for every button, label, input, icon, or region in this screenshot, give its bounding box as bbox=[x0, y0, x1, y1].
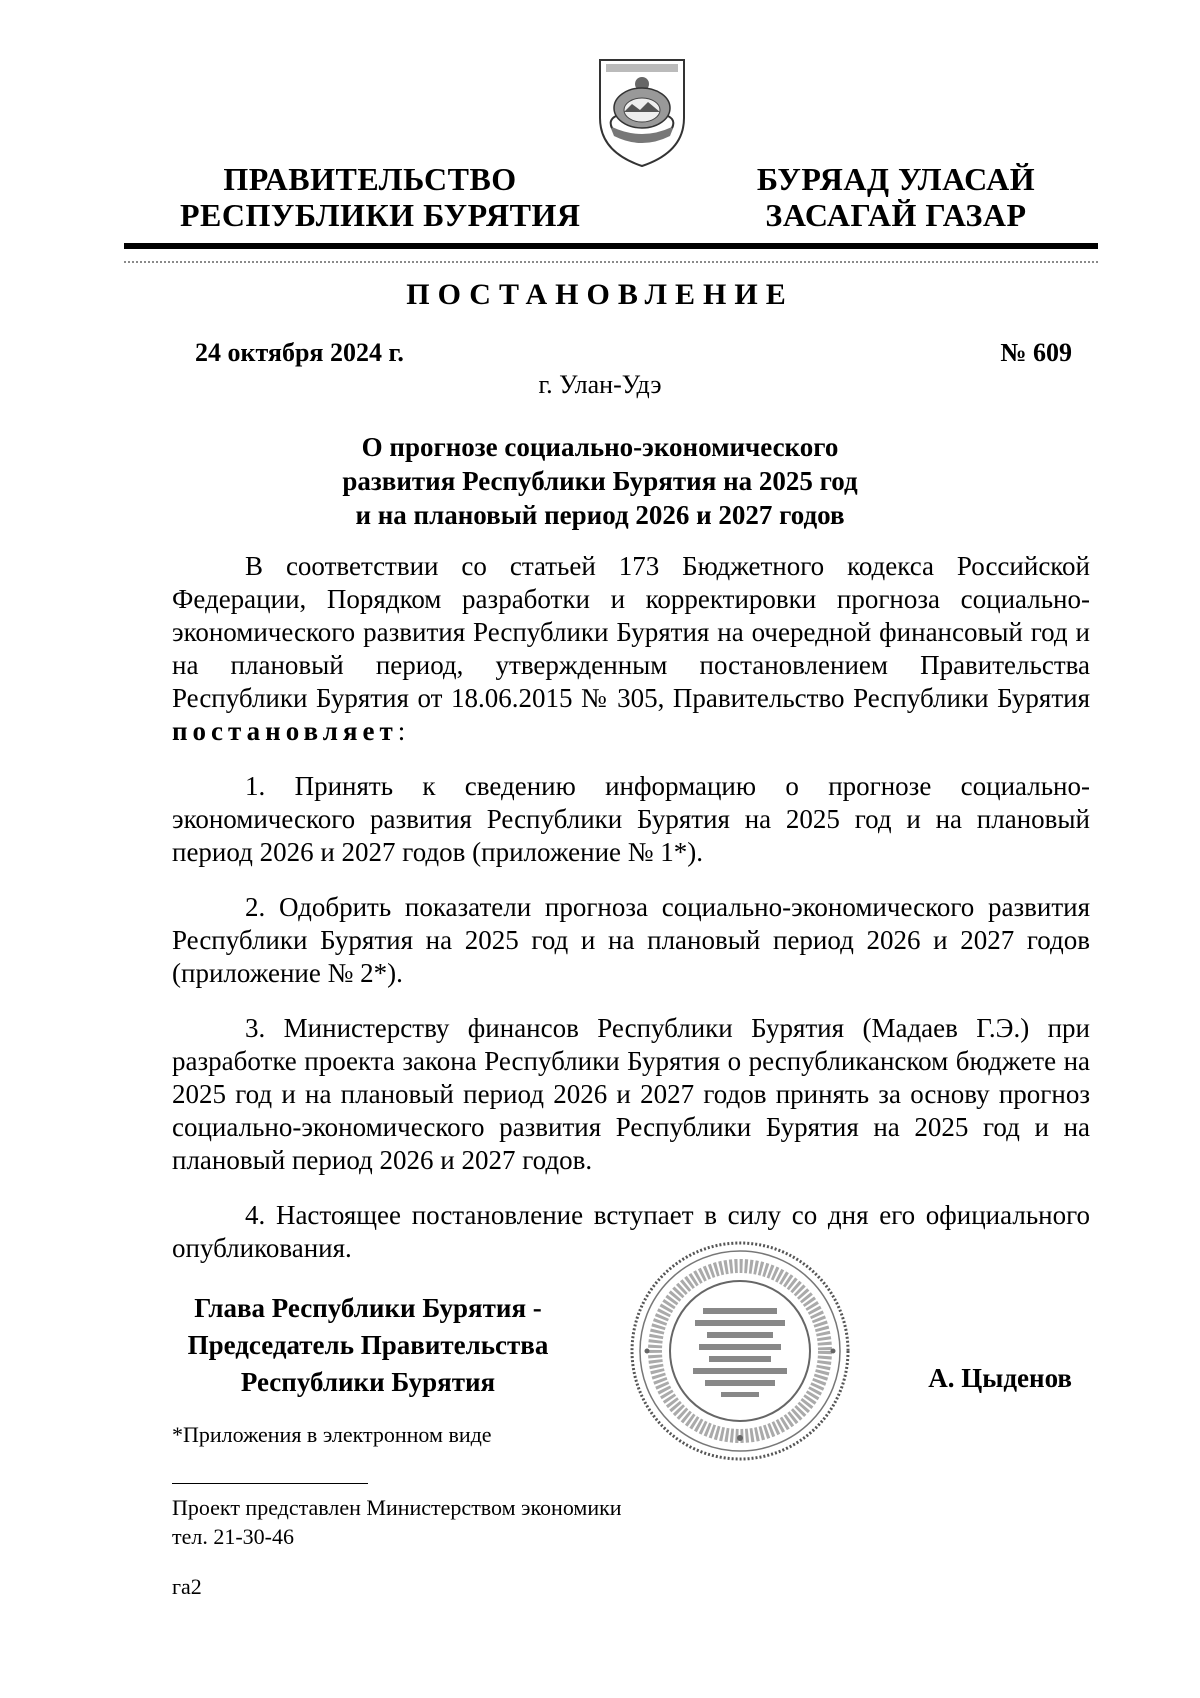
document-type: ПОСТАНОВЛЕНИЕ bbox=[406, 278, 794, 311]
footer-line2: тел. 21-30-46 bbox=[172, 1524, 295, 1549]
official-seal-stamp bbox=[625, 1238, 855, 1464]
title-line3: и на плановый период 2026 и 2027 годов bbox=[355, 500, 845, 530]
signatory-line1: Глава Республики Бурятия - bbox=[194, 1293, 542, 1323]
preamble-text: В соответствии со статьей 173 Бюджетного кодекса Российской Федерации, Порядком разработки и корректировки прогноза социально-экономического развития Республики Бурятия на очередной финансовый год и на плановый период, утвержденным постановлением Правительства Республики Бурятия от 18.06.2015 № 305, Правительство Республики Бурятия bbox=[172, 551, 1090, 713]
document-code: га2 bbox=[172, 1574, 202, 1599]
item-paragraph-2: 2. Одобрить показатели прогноза социально-экономического развития Республики Бурятия на 2025 год и на плановый период 2026 и 2027 годов (приложение № 2*). bbox=[172, 892, 1090, 988]
header-rule-thick bbox=[124, 243, 1098, 249]
item-paragraph-3: 3. Министерству финансов Республики Бурятия (Мадаев Г.Э.) при разработке проекта закона Республики Бурятия о республиканском бюджете на 2025 год и на плановый период 2026 и 2027 годов принять за основу прогноз социально-экономического развития Республики Бурятия на 2025 год и на плановый период 2026 и 2027 годов. bbox=[172, 1013, 1090, 1175]
document-city: г. Улан-Удэ bbox=[538, 370, 662, 399]
preamble-paragraph bbox=[172, 550, 1090, 748]
org-right-line2: ЗАСАГАЙ ГАЗАР bbox=[765, 197, 1027, 233]
header-rule-dotted bbox=[124, 261, 1098, 263]
footer-info bbox=[172, 1493, 622, 1551]
document-date: 24 октября 2024 г. bbox=[195, 338, 404, 367]
signatory-name: А. Цыденов bbox=[928, 1363, 1072, 1393]
preamble-tail: : bbox=[397, 716, 406, 746]
org-right-line1: БУРЯАД УЛАСАЙ bbox=[756, 161, 1036, 197]
org-name-russian bbox=[180, 161, 581, 233]
document-body bbox=[172, 550, 1090, 1287]
signatory-title bbox=[150, 1290, 586, 1401]
document-title bbox=[200, 430, 1000, 532]
signatory-line2: Председатель Правительства bbox=[187, 1330, 549, 1360]
org-name-buryat bbox=[736, 161, 1056, 233]
footer-rule bbox=[172, 1483, 368, 1484]
title-line1: О прогнозе социально-экономического bbox=[361, 432, 839, 462]
document-number: № 609 bbox=[1000, 338, 1072, 367]
org-left-line2: РЕСПУБЛИКИ БУРЯТИЯ bbox=[180, 197, 581, 233]
preamble-keyword: постановляет bbox=[172, 716, 398, 746]
footer-line1: Проект представлен Министерством экономики bbox=[172, 1495, 622, 1520]
footnote: *Приложения в электронном виде bbox=[172, 1422, 492, 1447]
org-left-line1: ПРАВИТЕЛЬСТВО bbox=[223, 161, 517, 197]
title-line2: развития Республики Бурятия на 2025 год bbox=[342, 466, 858, 496]
item-paragraph-1: 1. Принять к сведению информацию о прогнозе социально-экономического развития Республики Бурятия на 2025 год и на плановый период 2026 и 2027 годов (приложение № 1*). bbox=[172, 771, 1090, 867]
item-paragraph-4: 4. Настоящее постановление вступает в силу со дня его официального опубликования. bbox=[172, 1200, 1090, 1263]
signatory-line3: Республики Бурятия bbox=[240, 1367, 496, 1397]
coat-of-arms-emblem bbox=[596, 56, 688, 168]
